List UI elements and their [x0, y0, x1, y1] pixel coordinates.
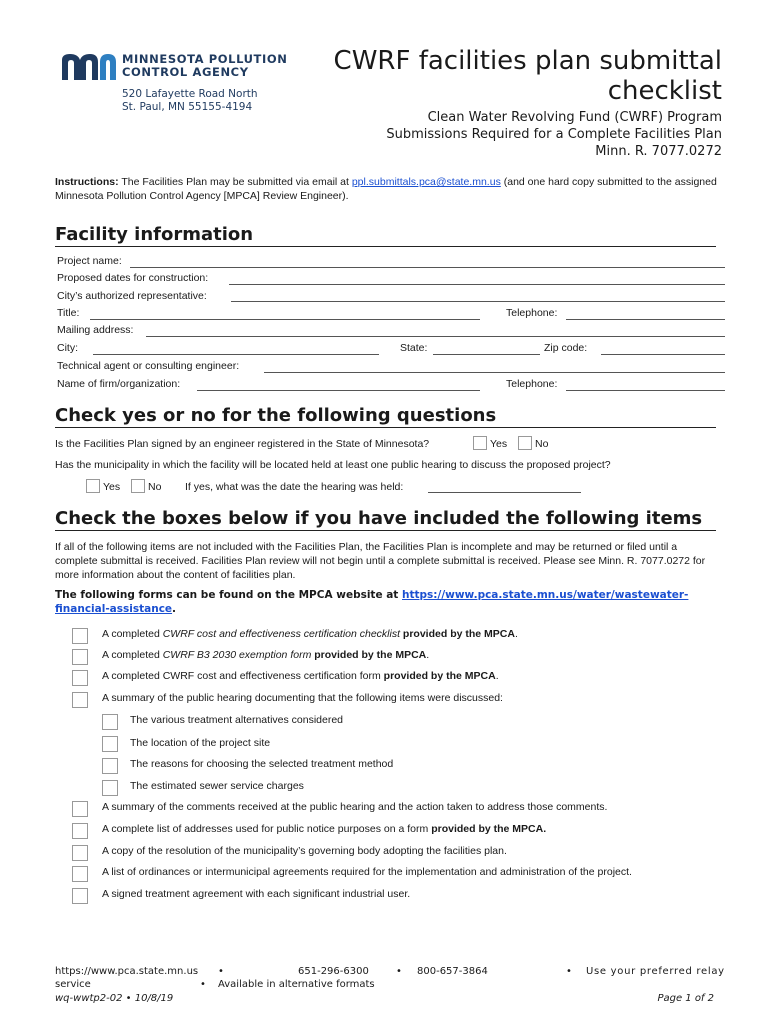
item-2-checkbox[interactable]: [72, 649, 88, 665]
telephone-field-1[interactable]: [566, 319, 725, 320]
telephone-label-1: Telephone:: [506, 307, 558, 319]
item-1-form-name: CWRF cost and effectiveness certification checklist: [162, 628, 401, 640]
question-engineer: Is the Facilities Plan signed by an engineer registered in the State of Minnesota?: [55, 438, 430, 450]
title-label: Title:: [57, 307, 80, 319]
item-5-label: A summary of the comments received at the public hearing and the action taken to address those comments.: [102, 801, 608, 813]
item-1-text-a: A completed: [102, 628, 163, 640]
subtitle-line2: Submissions Required for a Complete Facilities Plan: [386, 127, 722, 142]
instructions-text-after: (and one hard copy submitted to the assigned Minnesota Pollution Control Agency [MPCA] Review Engineer).: [55, 176, 717, 202]
footer-website[interactable]: https://www.pca.state.mn.us: [55, 966, 199, 977]
item-6-label: [102, 823, 546, 836]
subtitle-line1: Clean Water Revolving Fund (CWRF) Program: [427, 110, 722, 125]
state-field[interactable]: [433, 354, 540, 355]
item-4-checkbox[interactable]: [72, 692, 88, 708]
item-6-checkbox[interactable]: [72, 823, 88, 839]
footer-doc-id: wq-wwtp2-02 • 10/8/19: [55, 993, 174, 1004]
item-7-label: A copy of the resolution of the municipality’s governing body adopting the facilities plan.: [102, 845, 507, 857]
footer-bullet-2: •: [396, 966, 402, 977]
zip-label: Zip code:: [544, 342, 588, 354]
item-5-checkbox[interactable]: [72, 801, 88, 817]
project-name-field[interactable]: [130, 267, 725, 268]
q1-no-checkbox[interactable]: [518, 436, 532, 450]
title-field[interactable]: [90, 319, 480, 320]
subitem-3-label: The reasons for choosing the selected treatment method: [130, 758, 394, 770]
title-line2: checklist: [607, 76, 722, 106]
subitem-3-checkbox[interactable]: [102, 758, 118, 774]
mailing-address-field[interactable]: [146, 336, 725, 337]
address-line1: 520 Lafayette Road North: [122, 88, 258, 100]
document-subtitle: [386, 109, 722, 160]
item-1-label: [102, 628, 518, 641]
city-rep-label: City’s authorized representative:: [57, 290, 207, 302]
item-9-label: A signed treatment agreement with each significant industrial user.: [102, 888, 411, 900]
hearing-date-label: If yes, what was the date the hearing was held:: [185, 481, 404, 493]
footer-bullet-4: •: [200, 979, 206, 990]
item-8-label: A list of ordinances or intermunicipal agreements required for the implementation and administration of the project.: [102, 866, 632, 878]
item-9-checkbox[interactable]: [72, 888, 88, 904]
footer-alt-formats: Available in alternative formats: [218, 979, 375, 990]
item-3-checkbox[interactable]: [72, 670, 88, 686]
hearing-date-field[interactable]: [428, 492, 581, 493]
agency-name-line2: CONTROL AGENCY: [122, 65, 249, 79]
agency-address: [122, 88, 258, 114]
firm-field[interactable]: [197, 390, 480, 391]
tech-agent-label: Technical agent or consulting engineer:: [57, 360, 240, 372]
q2-no-label: No: [148, 481, 162, 493]
subitem-2-checkbox[interactable]: [102, 736, 118, 752]
footer-page-number: Page 1 of 2: [657, 993, 714, 1004]
items-heading: Check the boxes below if you have included the following items: [55, 508, 716, 531]
agency-name-line1: MINNESOTA POLLUTION: [122, 52, 288, 66]
items-intro: If all of the following items are not included with the Facilities Plan, the Facilities Plan is incomplete and may be returned or filed until a complete submittal is received. Facilities Plan review will not begin until a complete submittal is received. Please see Minn. R. 7077.0272 for more information about the content of facilities plan.: [55, 541, 706, 581]
item-2-provided: provided by the MPCA: [311, 649, 427, 661]
project-name-label: Project name:: [57, 255, 122, 267]
footer-relay-b: service: [55, 979, 91, 990]
footer-bullet-1: •: [218, 966, 224, 977]
agency-name: [122, 53, 287, 79]
instructions: [55, 175, 720, 203]
telephone-label-2: Telephone:: [506, 378, 558, 390]
subitem-4-label: The estimated sewer service charges: [130, 780, 304, 792]
footer-phone-1: 651-296-6300: [298, 966, 369, 977]
item-3-provided: provided by the MPCA: [383, 670, 496, 682]
mailing-address-label: Mailing address:: [57, 324, 134, 336]
forms-notice: [55, 588, 727, 616]
q1-yes-checkbox[interactable]: [473, 436, 487, 450]
item-1-checkbox[interactable]: [72, 628, 88, 644]
proposed-dates-label: Proposed dates for construction:: [57, 272, 209, 284]
footer-bullet-3: •: [566, 966, 572, 977]
city-field[interactable]: [93, 354, 379, 355]
submittal-email-link[interactable]: ppl.submittals.pca@state.mn.us: [351, 176, 501, 188]
subitem-1-label: The various treatment alternatives considered: [130, 714, 344, 726]
forms-website-link-1[interactable]: https://www.pca.state.mn.us/water/wastewater-: [402, 589, 689, 601]
document-title: [334, 46, 722, 106]
q2-yes-label: Yes: [103, 481, 121, 493]
title-line1: CWRF facilities plan submittal: [333, 46, 722, 76]
subitem-4-checkbox[interactable]: [102, 780, 118, 796]
q2-yes-checkbox[interactable]: [86, 479, 100, 493]
item-3-text-a: A completed CWRF cost and effectiveness certification form: [102, 670, 384, 682]
item-8-checkbox[interactable]: [72, 866, 88, 882]
item-3-label: [102, 670, 499, 683]
city-rep-field[interactable]: [231, 301, 725, 302]
questions-heading: Check yes or no for the following questions: [55, 405, 716, 428]
footer-phone-2: 800-657-3864: [417, 966, 488, 977]
instructions-text-before: The Facilities Plan may be submitted via email at: [118, 176, 352, 188]
zip-field[interactable]: [601, 354, 725, 355]
question-hearing: Has the municipality in which the facility will be located held at least one public hearing to discuss the proposed project?: [55, 459, 611, 471]
q2-no-checkbox[interactable]: [131, 479, 145, 493]
facility-heading: Facility information: [55, 224, 716, 247]
tech-agent-field[interactable]: [264, 372, 725, 373]
item-4-label: A summary of the public hearing documenting that the following items were discussed:: [102, 692, 503, 704]
item-3-period: .: [495, 670, 499, 682]
q1-yes-label: Yes: [490, 438, 508, 450]
item-1-period: .: [514, 628, 518, 640]
subitem-2-label: The location of the project site: [130, 737, 271, 749]
telephone-field-2[interactable]: [566, 390, 725, 391]
item-2-text-a: A completed: [102, 649, 163, 661]
state-label: State:: [400, 342, 428, 354]
address-line2: St. Paul, MN 55155-4194: [122, 101, 253, 113]
footer-relay-a: Use your preferred relay: [586, 966, 725, 977]
item-1-provided: provided by the MPCA: [400, 628, 515, 640]
firm-label: Name of firm/organization:: [57, 378, 181, 390]
subtitle-line3: Minn. R. 7077.0272: [595, 144, 722, 159]
item-6-provided: provided by the MPCA.: [431, 823, 547, 835]
subitem-1-checkbox[interactable]: [102, 714, 118, 730]
item-2-label: [102, 649, 429, 662]
forms-website-link-2[interactable]: financial-assistance: [55, 603, 173, 615]
forms-notice-text: The following forms can be found on the MPCA website at: [55, 589, 402, 601]
city-label: City:: [57, 342, 78, 354]
q1-no-label: No: [535, 438, 549, 450]
item-2-period: .: [426, 649, 430, 661]
forms-notice-period: .: [172, 603, 177, 615]
item-7-checkbox[interactable]: [72, 845, 88, 861]
item-2-form-name: CWRF B3 2030 exemption form: [162, 649, 312, 661]
proposed-dates-field[interactable]: [229, 284, 725, 285]
item-6-text-a: A complete list of addresses used for public notice purposes on a form: [102, 823, 432, 835]
instructions-label: Instructions:: [55, 176, 119, 188]
